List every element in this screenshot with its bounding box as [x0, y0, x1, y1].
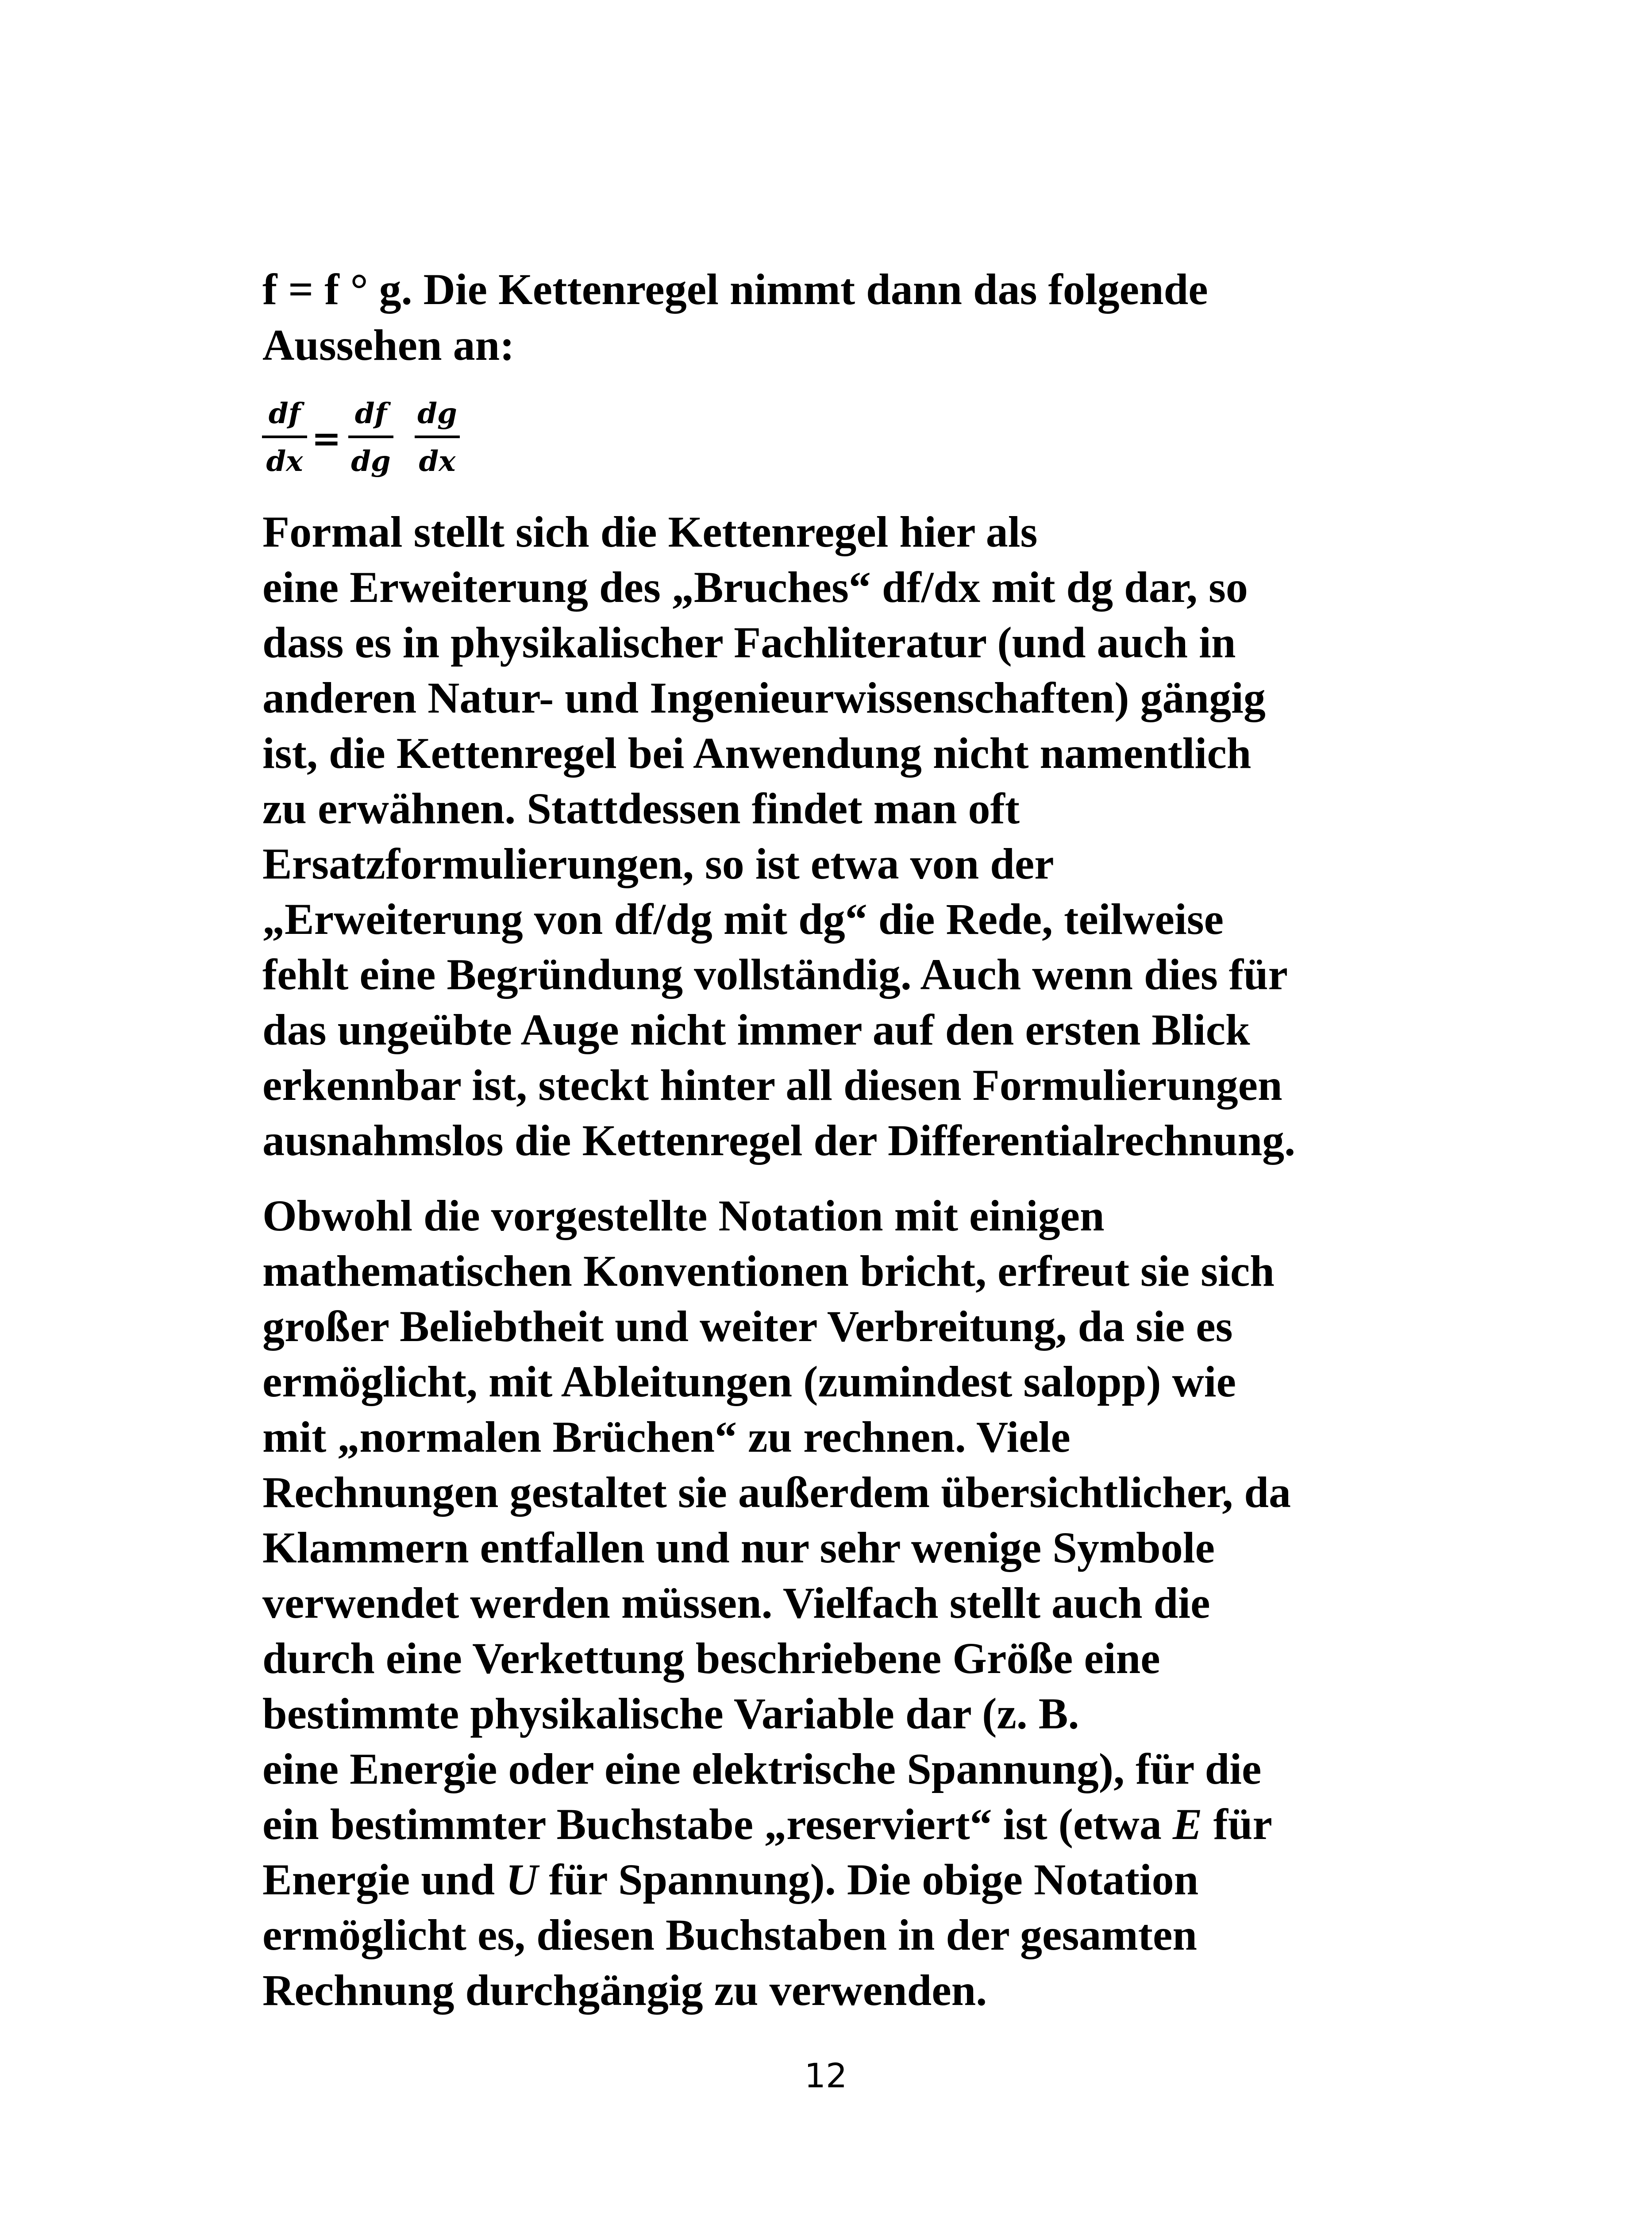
fraction-bar: [415, 436, 460, 438]
text-line: fehlt eine Begründung vollständig. Auch wenn dies für: [262, 950, 1288, 999]
text-line: Obwohl die vorgestellte Notation mit einigen: [262, 1191, 1105, 1240]
text-line: verwendet werden müssen. Vielfach stellt auch die: [262, 1578, 1210, 1627]
text-line: mathematischen Konventionen bricht, erfreut sie sich: [262, 1246, 1275, 1295]
fraction-numerator: dg: [417, 397, 457, 430]
text-line: das ungeübte Auge nicht immer auf den ersten Blick: [262, 1005, 1250, 1054]
text-line: Ersatzformulierungen, so ist etwa von der: [262, 839, 1054, 888]
text-line: Energie und U für Spannung). Die obige Notation: [262, 1855, 1199, 1904]
text-line: Klammern entfallen und nur sehr wenige Symbole: [262, 1523, 1215, 1572]
text-line: großer Beliebtheit und weiter Verbreitung, da sie es: [262, 1302, 1233, 1351]
fraction-numerator: df: [268, 397, 301, 430]
text-line: erkennbar ist, steckt hinter all diesen Formulierungen: [262, 1060, 1282, 1110]
text-line: Aussehen an:: [262, 320, 515, 370]
chain-rule-formula: [260, 394, 481, 482]
fraction-bar: [348, 436, 393, 438]
fraction-denominator: dx: [266, 445, 303, 478]
fraction-bar: [262, 436, 307, 438]
text-line: zu erwähnen. Stattdessen findet man oft: [262, 784, 1020, 833]
text-line: durch eine Verkettung beschriebene Größe eine: [262, 1634, 1160, 1683]
fraction-numerator: df: [354, 397, 387, 430]
fraction-rhs-1: [347, 394, 395, 482]
text-line: dass es in physikalischer Fachliteratur (und auch in: [262, 618, 1236, 667]
text-line: ausnahmslos die Kettenregel der Differentialrechnung.: [262, 1116, 1296, 1165]
text-line: f = f ° g. Die Kettenregel nimmt dann das folgende: [262, 265, 1208, 314]
fraction-rhs-2: [413, 394, 462, 482]
fraction-lhs: [260, 394, 309, 482]
text-line: „Erweiterung von df/dg mit dg“ die Rede, teilweise: [262, 894, 1224, 944]
text-line: anderen Natur- und Ingenieurwissenschaften) gängig: [262, 673, 1266, 722]
text-line: ist, die Kettenregel bei Anwendung nicht namentlich: [262, 729, 1252, 778]
text-line: Rechnung durchgängig zu verwenden.: [262, 1966, 987, 2015]
fraction-denominator: dx: [419, 445, 456, 478]
equals-sign: =: [312, 417, 342, 459]
text-line: ein bestimmter Buchstabe „reserviert“ ist (etwa E für: [262, 1800, 1272, 1849]
text-line: eine Energie oder eine elektrische Spannung), für die: [262, 1744, 1262, 1793]
text-line: bestimmte physikalische Variable dar (z. B.: [262, 1689, 1079, 1738]
text-line: ermöglicht, mit Ableitungen (zumindest salopp) wie: [262, 1357, 1236, 1406]
text-line: mit „normalen Brüchen“ zu rechnen. Viele: [262, 1412, 1071, 1461]
text-line: Formal stellt sich die Kettenregel hier als: [262, 507, 1038, 556]
page-number: 12: [804, 2056, 847, 2095]
fraction-denominator: dg: [351, 445, 391, 478]
text-line: eine Erweiterung des „Bruches“ df/dx mit dg dar, so: [262, 563, 1248, 612]
text-line: ermöglicht es, diesen Buchstaben in der gesamten: [262, 1910, 1197, 1959]
text-line: Rechnungen gestaltet sie außerdem übersichtlicher, da: [262, 1468, 1291, 1517]
